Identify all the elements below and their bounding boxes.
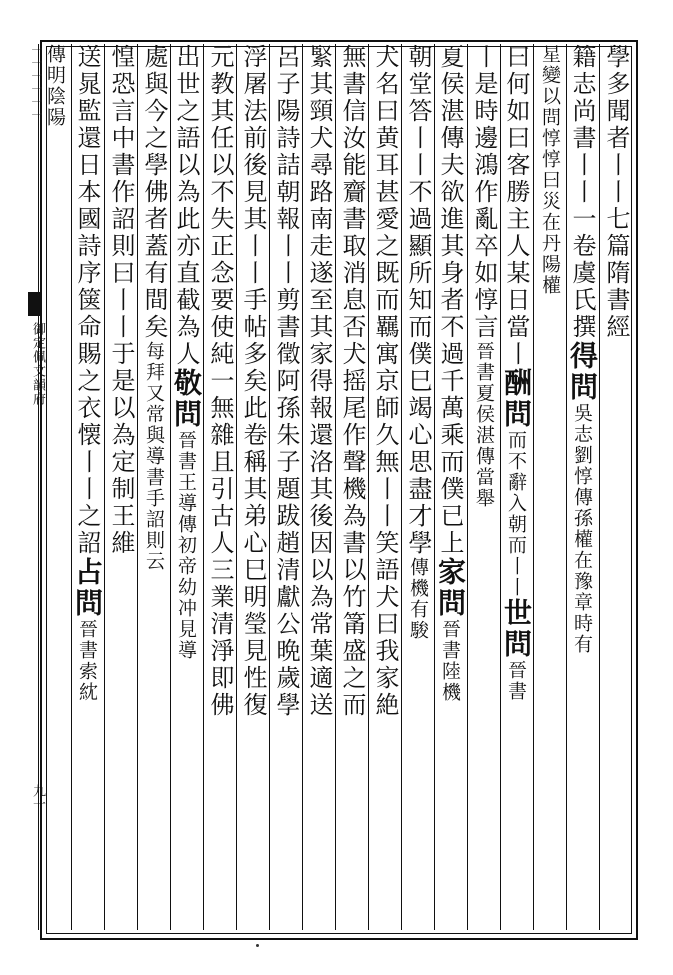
column-text: 籍志尚書丨丨一卷虞氏撰 <box>568 44 596 341</box>
column-text: 處與今之學佛者蓋有間矣 <box>140 44 168 341</box>
source-annotation: 晉書陸機 <box>439 619 461 703</box>
source-annotation: 每拜又常與導書手詔則云 <box>143 341 165 572</box>
text-column <box>203 44 236 930</box>
text-column <box>236 44 269 930</box>
text-column <box>368 44 401 930</box>
text-column <box>599 44 632 930</box>
margin-book-title: 御定佩文韻府 <box>30 322 45 406</box>
text-column <box>335 44 368 930</box>
rhyme-heading: 敬問 <box>170 368 203 430</box>
source-annotation: 晉書夏侯湛傳當舉 <box>473 341 495 509</box>
column-text: 呂子陽詩詰朝報丨丨剪書徵阿孫朱子題跋趙清獻公晩歲學 <box>272 44 300 719</box>
text-column <box>71 44 104 930</box>
source-annotation: 吳志劉惇傳孫權在豫章時有 <box>571 403 593 655</box>
text-column <box>269 44 302 930</box>
margin-top-marks: 一一一一一一 <box>30 44 43 122</box>
rhyme-heading: 酬問 <box>500 368 533 430</box>
column-text: 元教其任以不失正念要使純一無雜且引古人三業清淨即佛 <box>206 44 234 719</box>
column-text: 學多聞者丨丨七篇隋書經 <box>602 44 630 341</box>
column-text: 浮屠法前後見其丨丨手帖多矣此卷稱其弟心巳明瑩見性復 <box>239 44 267 719</box>
column-text: 送晁監還日本國詩序箧命賜之衣懐丨丨之詔 <box>73 44 101 557</box>
rhyme-heading: 占問 <box>71 557 104 619</box>
text-column <box>566 44 599 930</box>
rhyme-heading: 世問 <box>500 598 533 660</box>
text-column <box>104 44 137 930</box>
source-annotation: 晉書索紞 <box>76 619 98 703</box>
source-annotation: 傳明陰陽 <box>44 44 66 128</box>
source-annotation: 而不辭入朝而丨丨 <box>505 430 527 598</box>
text-column <box>302 44 335 930</box>
text-column <box>500 44 533 930</box>
source-annotation: 晉書 <box>505 660 527 702</box>
column-text: 出世之語以為此亦直截為人 <box>172 44 200 368</box>
text-column <box>38 44 71 930</box>
rhyme-heading: 家問 <box>434 557 467 619</box>
rhyme-heading: 得問 <box>566 341 599 403</box>
text-column <box>533 44 566 930</box>
text-column <box>137 44 170 930</box>
column-text: 曰何如曰客勝主人某日當丨 <box>502 44 530 368</box>
column-text: 無書信汝能齎書取消息否犬摇尾作聲機為書以竹筩盛之而 <box>338 44 366 719</box>
text-column <box>170 44 203 930</box>
source-annotation: 晉書王導傳初帝幼冲見導 <box>175 430 197 661</box>
text-column <box>434 44 467 930</box>
bottom-dot-mark <box>256 944 259 947</box>
column-text: 犬名曰黄耳甚愛之既而羈寓京師久無丨丨笑語犬曰我家絶 <box>371 44 399 719</box>
source-annotation: 星變以問惇惇曰災在丹陽權 <box>539 44 561 296</box>
source-annotation: 傳機有駿 <box>407 557 429 641</box>
column-text: 朝堂答丨丨不過顯所知而僕巳竭心思盡才學 <box>404 44 432 557</box>
column-text: 夏侯湛傳夫欲進其身者不過千萬乘而僕已上 <box>436 44 464 557</box>
column-text: 惶恐言中書作詔則曰丨丨于是以為定制王維 <box>107 44 135 557</box>
text-column <box>401 44 434 930</box>
column-text: 緊其頸犬尋路南走遂至其家得報還洛其後因以為常葉適送 <box>305 44 333 719</box>
text-column <box>467 44 500 930</box>
column-text: 丨是時邊鴻作亂卒如惇言 <box>470 44 498 341</box>
page-number: 九一 <box>30 784 45 810</box>
